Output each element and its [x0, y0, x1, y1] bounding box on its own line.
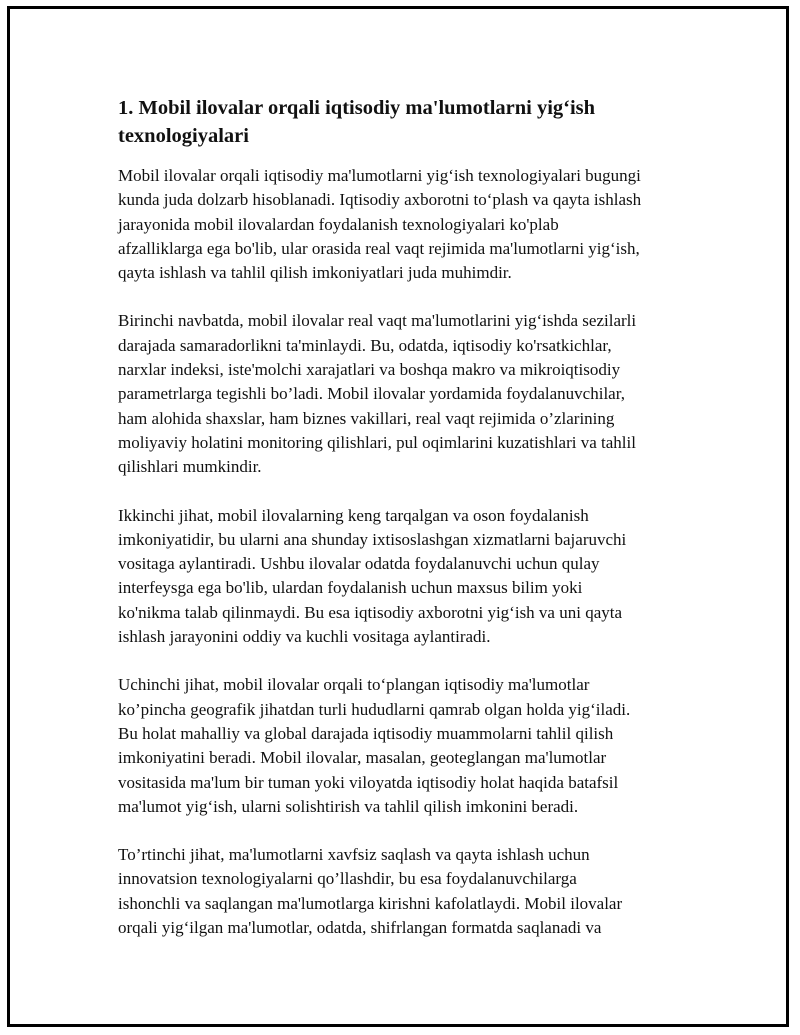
text-line: imkoniyatidir, bu ularni ana shunday ixtisoslashgan xizmatlarni bajaruvchi: [118, 529, 627, 549]
text-line: qayta ishlash va tahlil qilish imkoniyatlari juda muhimdir.: [118, 263, 512, 283]
text-line: narxlar indeksi, iste'molchi xarajatlari va boshqa makro va mikroiqtisodiy: [118, 360, 621, 380]
text-line: Bu holat mahalliy va global darajada iqtisodiy muammolarni tahlil qilish: [118, 723, 614, 743]
document-body: [118, 94, 698, 964]
text-line: vositasida ma'lum bir tuman yoki viloyatda iqtisodiy holat haqida batafsil: [118, 772, 619, 792]
paragraph-1: [118, 164, 698, 285]
text-line: To’rtinchi jihat, ma'lumotlarni xavfsiz saqlash va qayta ishlash uchun: [118, 845, 590, 865]
text-line: darajada samaradorlikni ta'minlaydi. Bu, odatda, iqtisodiy ko'rsatkichlar,: [118, 335, 612, 355]
paragraph-4: [118, 673, 698, 819]
text-line: ma'lumot yig‘ish, ularni solishtirish va tahlil qilish imkonini beradi.: [118, 796, 579, 816]
text-line: orqali yig‘ilgan ma'lumotlar, odatda, shifrlangan formatda saqlanadi va: [118, 918, 602, 938]
text-line: ishonchli va saqlangan ma'lumotlarga kirishni kafolatlaydi. Mobil ilovalar: [118, 893, 623, 913]
text-line: jarayonida mobil ilovalardan foydalanish texnologiyalari ko'plab: [118, 214, 559, 234]
text-line: Uchinchi jihat, mobil ilovalar orqali to‘plangan iqtisodiy ma'lumotlar: [118, 675, 590, 695]
text-line: afzalliklarga ega bo'lib, ular orasida real vaqt rejimida ma'lumotlarni yig‘ish,: [118, 238, 640, 258]
text-line: Birinchi navbatda, mobil ilovalar real vaqt ma'lumotlarini yig‘ishda sezilarli: [118, 311, 637, 331]
paragraph-3: [118, 504, 698, 650]
text-line: interfeysga ega bo'lib, ulardan foydalanish uchun maxsus bilim yoki: [118, 578, 583, 598]
text-line: kunda juda dolzarb hisoblanadi. Iqtisodiy axborotni to‘plash va qayta ishlash: [118, 190, 642, 210]
heading-line: texnologiyalari: [118, 125, 249, 147]
text-line: qilishlari mumkindir.: [118, 457, 262, 477]
paragraph-2: [118, 309, 698, 479]
text-line: imkoniyatini beradi. Mobil ilovalar, masalan, geoteglangan ma'lumotlar: [118, 748, 607, 768]
text-line: ham alohida shaxslar, ham biznes vakillari, real vaqt rejimida o’zlarining: [118, 408, 615, 428]
text-line: parametrlarga tegishli bo’ladi. Mobil ilovalar yordamida foydalanuvchilar,: [118, 384, 625, 404]
text-line: Mobil ilovalar orqali iqtisodiy ma'lumotlarni yig‘ish texnologiyalari bugungi: [118, 166, 641, 185]
text-line: Ikkinchi jihat, mobil ilovalarning keng tarqalgan va oson foydalanish: [118, 505, 589, 525]
section-heading: [118, 94, 698, 150]
text-line: innovatsion texnologiyalarni qo’llashdir, bu esa foydalanuvchilarga: [118, 869, 577, 889]
text-line: ko'nikma talab qilinmaydi. Bu esa iqtisodiy axborotni yig‘ish va uni qayta: [118, 602, 623, 622]
text-line: ko’pincha geografik jihatdan turli hududlarni qamrab olgan holda yig‘iladi.: [118, 699, 631, 719]
paragraph-5: [118, 843, 698, 940]
text-line: ishlash jarayonini oddiy va kuchli vositaga aylantiradi.: [118, 627, 491, 647]
text-line: moliyaviy holatini monitoring qilishlari, pul oqimlarini kuzatishlari va tahlil: [118, 432, 636, 452]
text-line: vositaga aylantiradi. Ushbu ilovalar odatda foydalanuvchi uchun qulay: [118, 554, 600, 574]
heading-line: 1. Mobil ilovalar orqali iqtisodiy ma'lumotlarni yig‘ish: [118, 97, 596, 119]
